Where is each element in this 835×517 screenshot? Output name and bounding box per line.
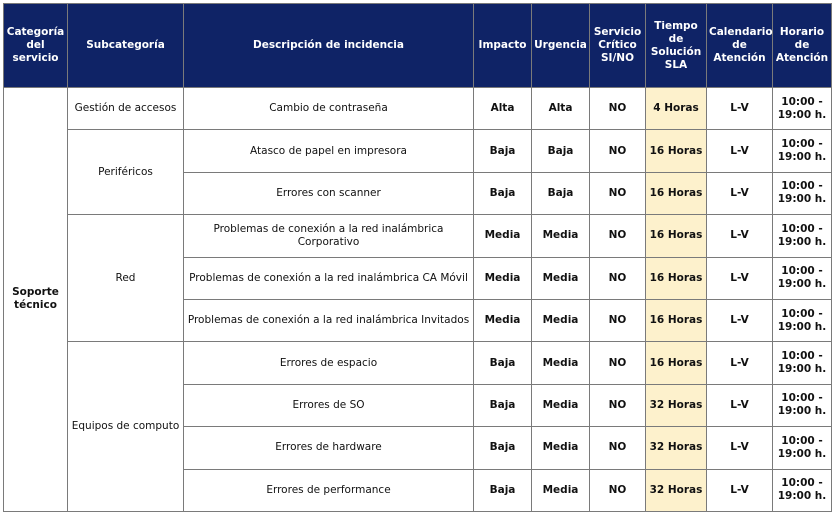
critico-cell: NO [590, 469, 646, 511]
calendario-cell: L-V [707, 299, 773, 341]
critico-cell: NO [590, 172, 646, 214]
sla-cell: 32 Horas [646, 384, 707, 426]
header-calendario: Calendario de Atención [707, 4, 773, 88]
horario-cell: 10:00 - 19:00 h. [773, 427, 832, 469]
sla-cell: 32 Horas [646, 469, 707, 511]
descripcion-cell: Atasco de papel en impresora [184, 130, 474, 172]
subcategoria-cell: Periféricos [68, 130, 184, 215]
calendario-cell: L-V [707, 427, 773, 469]
descripcion-cell: Problemas de conexión a la red inalámbrica Corporativo [184, 215, 474, 257]
calendario-cell: L-V [707, 342, 773, 384]
urgencia-cell: Media [532, 257, 590, 299]
calendario-cell: L-V [707, 88, 773, 130]
header-impacto: Impacto [474, 4, 532, 88]
sla-cell: 4 Horas [646, 88, 707, 130]
sla-cell: 16 Horas [646, 130, 707, 172]
calendario-cell: L-V [707, 384, 773, 426]
horario-cell: 10:00 - 19:00 h. [773, 384, 832, 426]
header-horario: Horario de Atención [773, 4, 832, 88]
table-row [4, 88, 832, 130]
calendario-cell: L-V [707, 215, 773, 257]
sla-cell: 16 Horas [646, 342, 707, 384]
horario-cell: 10:00 - 19:00 h. [773, 342, 832, 384]
critico-cell: NO [590, 257, 646, 299]
horario-cell: 10:00 - 19:00 h. [773, 299, 832, 341]
horario-cell: 10:00 - 19:00 h. [773, 130, 832, 172]
header-servicio-critico: Servicio Crítico SI/NO [590, 4, 646, 88]
critico-cell: NO [590, 215, 646, 257]
sla-cell: 32 Horas [646, 427, 707, 469]
impacto-cell: Media [474, 299, 532, 341]
critico-cell: NO [590, 130, 646, 172]
header-descripcion: Descripción de incidencia [184, 4, 474, 88]
horario-cell: 10:00 - 19:00 h. [773, 257, 832, 299]
descripcion-cell: Errores de hardware [184, 427, 474, 469]
urgencia-cell: Media [532, 469, 590, 511]
impacto-cell: Media [474, 257, 532, 299]
calendario-cell: L-V [707, 469, 773, 511]
sla-cell: 16 Horas [646, 215, 707, 257]
descripcion-cell: Errores de performance [184, 469, 474, 511]
critico-cell: NO [590, 88, 646, 130]
descripcion-cell: Problemas de conexión a la red inalámbrica CA Móvil [184, 257, 474, 299]
critico-cell: NO [590, 342, 646, 384]
impacto-cell: Baja [474, 384, 532, 426]
horario-cell: 10:00 - 19:00 h. [773, 215, 832, 257]
impacto-cell: Alta [474, 88, 532, 130]
categoria-cell: Soporte técnico [4, 88, 68, 512]
sla-cell: 16 Horas [646, 172, 707, 214]
urgencia-cell: Media [532, 215, 590, 257]
impacto-cell: Media [474, 215, 532, 257]
subcategoria-cell: Gestión de accesos [68, 88, 184, 130]
table-row [4, 215, 832, 257]
table-row [4, 342, 832, 384]
urgencia-cell: Baja [532, 172, 590, 214]
table-row [4, 130, 832, 172]
header-subcategoria: Subcategoría [68, 4, 184, 88]
calendario-cell: L-V [707, 130, 773, 172]
header-urgencia: Urgencia [532, 4, 590, 88]
descripcion-cell: Cambio de contraseña [184, 88, 474, 130]
subcategoria-cell: Red [68, 215, 184, 342]
calendario-cell: L-V [707, 172, 773, 214]
impacto-cell: Baja [474, 172, 532, 214]
impacto-cell: Baja [474, 342, 532, 384]
impacto-cell: Baja [474, 130, 532, 172]
descripcion-cell: Errores de espacio [184, 342, 474, 384]
urgencia-cell: Media [532, 299, 590, 341]
descripcion-cell: Errores de SO [184, 384, 474, 426]
impacto-cell: Baja [474, 427, 532, 469]
urgencia-cell: Media [532, 384, 590, 426]
urgencia-cell: Media [532, 427, 590, 469]
horario-cell: 10:00 - 19:00 h. [773, 88, 832, 130]
descripcion-cell: Problemas de conexión a la red inalámbrica Invitados [184, 299, 474, 341]
sla-table [3, 3, 832, 512]
calendario-cell: L-V [707, 257, 773, 299]
header-categoria: Categoría del servicio [4, 4, 68, 88]
critico-cell: NO [590, 427, 646, 469]
subcategoria-cell: Equipos de computo [68, 342, 184, 512]
urgencia-cell: Baja [532, 130, 590, 172]
urgencia-cell: Media [532, 342, 590, 384]
critico-cell: NO [590, 384, 646, 426]
sla-cell: 16 Horas [646, 257, 707, 299]
header-row [4, 4, 832, 88]
header-tiempo-solucion: Tiempo de Solución SLA [646, 4, 707, 88]
impacto-cell: Baja [474, 469, 532, 511]
horario-cell: 10:00 - 19:00 h. [773, 469, 832, 511]
horario-cell: 10:00 - 19:00 h. [773, 172, 832, 214]
sla-cell: 16 Horas [646, 299, 707, 341]
critico-cell: NO [590, 299, 646, 341]
descripcion-cell: Errores con scanner [184, 172, 474, 214]
urgencia-cell: Alta [532, 88, 590, 130]
